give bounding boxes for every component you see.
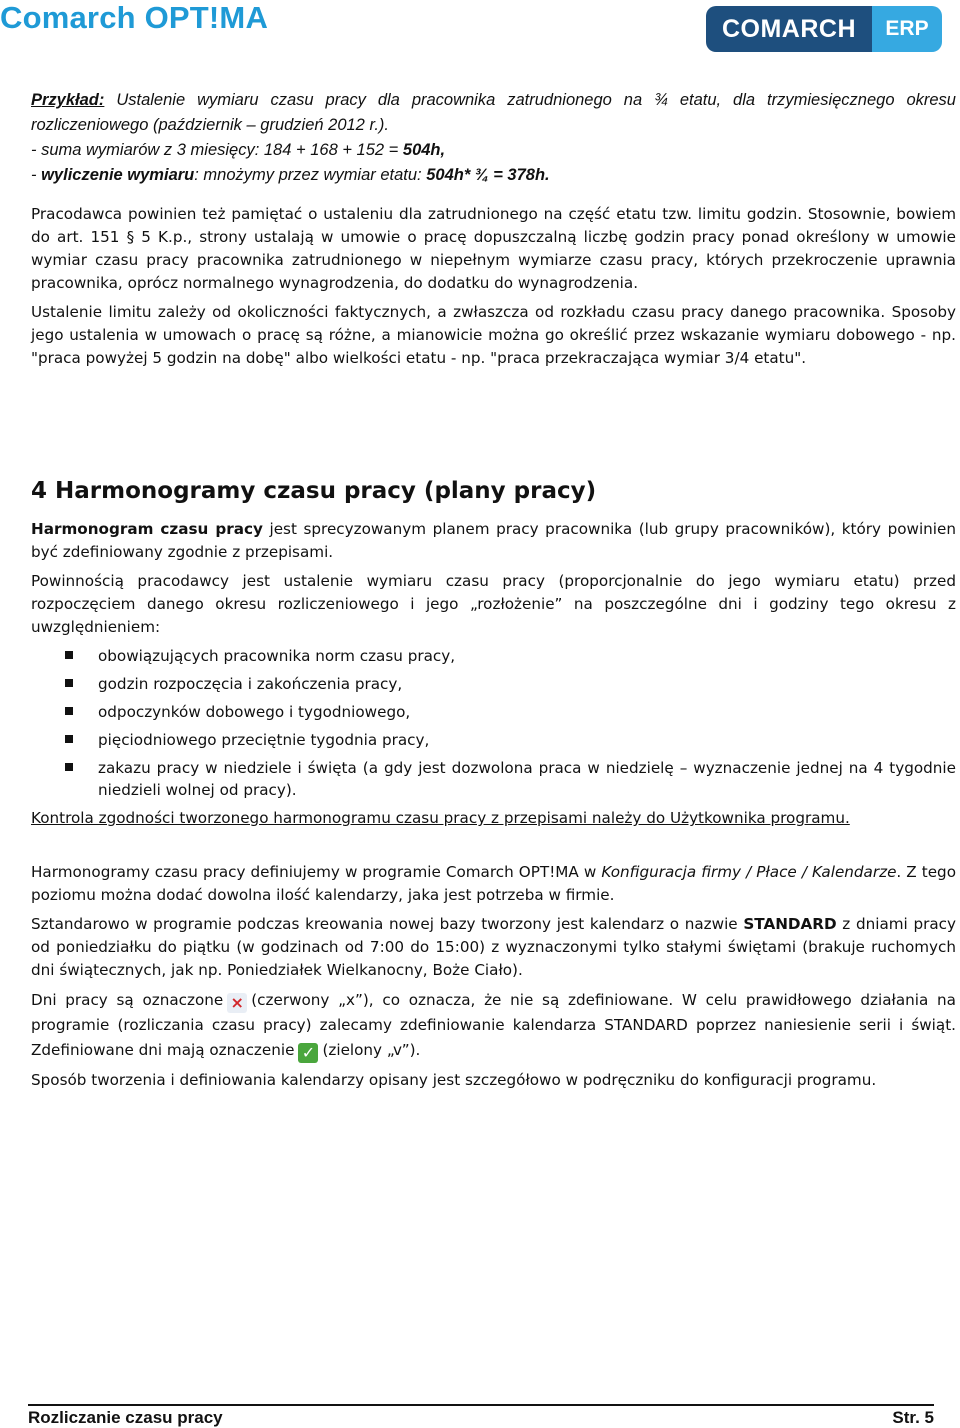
markers-text: Dni pracy są oznaczone xyxy=(31,991,224,1009)
standard-calendar-paragraph xyxy=(31,913,956,982)
manual-reference-paragraph: Sposób tworzenia i definiowania kalendarzy opisany jest szczegółowo w podręczniku do konfiguracji programu. xyxy=(31,1071,877,1089)
page-footer xyxy=(28,1404,934,1428)
footer-title: Rozliczanie czasu pracy xyxy=(28,1408,223,1427)
calendars-paragraph xyxy=(31,861,956,907)
comarch-erp-logo xyxy=(706,6,942,52)
limit-paragraph: Pracodawca powinien też pamiętać o ustaleniu dla zatrudnionego na część etatu tzw. limitu godzin. Stosownie, bowiem do art. 151 § 5 K.p., strony ustalają w umowie o pracę dopuszczalną liczbę godzin pracy ponad określony w umowie wymiar czasu pracy pracownika zatrudnionego w niepełnym wymiarze czasu pracy, których przekroczenie uprawnia pracownika, oprócz normalnego wynagrodzenia, do dodatku do wynagrodzenia. xyxy=(31,205,956,292)
list-item xyxy=(31,673,956,695)
example-paragraph xyxy=(31,88,956,138)
section-heading: 4 Harmonogramy czasu pracy (plany pracy) xyxy=(31,478,597,504)
bullet-square-icon xyxy=(65,679,73,687)
example-sum-text: - suma wymiarów z 3 miesięcy: 184 + 168 + 152 = xyxy=(31,141,403,159)
example-line1: Ustalenie wymiaru czasu pracy dla pracownika zatrudnionego na ¾ etatu, dla trzymiesięcznego okresu rozliczeniowego (październik – grudzień 2012 r.). xyxy=(31,91,956,134)
example-calc-text: : mnożymy przez wymiar etatu: xyxy=(194,166,427,184)
list-item-text: zakazu pracy w niedziele i święta (a gdy jest dozwolona praca w niedzielę – wyznaczenie jednej na 4 tygodnie niedzieli wolnej od pracy). xyxy=(98,759,956,799)
example-calc-result: 504h* ¾ = 378h. xyxy=(426,166,550,184)
control-note: Kontrola zgodności tworzonego harmonogramu czasu pracy z przepisami należy do Użytkownika programu. xyxy=(31,809,850,827)
example-calc-label: wyliczenie wymiaru xyxy=(41,166,195,184)
intro-block xyxy=(31,88,956,376)
example-sum-line xyxy=(31,138,956,163)
document-header-title: Comarch OPT!MA xyxy=(0,0,269,35)
markers-text-mid: (czerwony „x”), co oznacza, że nie są zdefiniowane. W celu prawidłowego działania na programie (rozliczania czasu pracy) zalecamy zdefiniowanie kalendarza STANDARD poprzez naniesienie serii i świąt. Zdefiniowane dni mają oznaczenie xyxy=(31,991,956,1059)
bullet-square-icon xyxy=(65,735,73,743)
schedule-definition xyxy=(31,518,956,564)
example-calc-dash: - xyxy=(31,166,42,184)
example-label: Przykład: xyxy=(31,91,105,109)
limit-detail-paragraph: Ustalenie limitu zależy od okoliczności faktycznych, a zwłaszcza od rozkładu czasu pracy danego pracownika. Sposoby jego ustalenia w umowach o pracę są różne, a mianowicie można go określić przez wskazanie wymiaru dobowego - np. "praca powyżej 5 godzin na dobę" albo wielkości etatu - np. "praca przekraczająca wymiar 3/4 etatu". xyxy=(31,303,956,367)
list-item-text: obowiązujących pracownika norm czasu pracy, xyxy=(98,647,456,665)
page-number: Str. 5 xyxy=(892,1408,934,1427)
schedule-definition-text: jest sprecyzowanym planem pracy pracownika (lub grupy pracowników), który powinien być zdefiniowany zgodnie z przepisami. xyxy=(31,520,956,561)
section-body xyxy=(31,518,956,1098)
red-x-icon: × xyxy=(227,993,247,1013)
example-calc-line xyxy=(31,163,956,188)
employer-duty-paragraph: Powinnością pracodawcy jest ustalenie wymiaru czasu pracy (proporcjonalnie do jego wymiaru etatu) przed rozpoczęciem danego okresu rozliczeniowego i jego „rozłożenie” na poszczególne dni i godziny tego okresu z uwzględnieniem: xyxy=(31,572,956,636)
bullet-square-icon xyxy=(65,763,73,771)
calendars-text-end: . Z tego poziomu można dodać dowolna ilość kalendarzy, jaka jest potrzeba w firmie. xyxy=(31,863,956,904)
green-check-icon: ✓ xyxy=(298,1043,318,1063)
calendars-text: Harmonogramy czasu pracy definiujemy w programie Comarch OPT!MA w xyxy=(31,863,602,881)
standard-text: Sztandarowo w programie podczas kreowania nowej bazy tworzony jest kalendarz o nazwie xyxy=(31,915,744,933)
list-item-text: godzin rozpoczęcia i zakończenia pracy, xyxy=(98,675,403,693)
list-item xyxy=(31,729,956,751)
bullet-square-icon xyxy=(65,651,73,659)
day-markers-paragraph xyxy=(31,988,956,1063)
list-item-text: pięciodniowego przeciętnie tygodnia pracy, xyxy=(98,731,430,749)
logo-erp-text: ERP xyxy=(872,6,942,52)
menu-path: Konfiguracja firmy / Płace / Kalendarze xyxy=(601,863,897,881)
bullet-square-icon xyxy=(65,707,73,715)
list-item xyxy=(31,645,956,667)
example-sum-result: 504h, xyxy=(402,141,446,159)
list-item xyxy=(31,701,956,723)
requirements-list xyxy=(31,645,956,801)
markers-text-end: (zielony „v”). xyxy=(322,1041,421,1059)
list-item xyxy=(31,757,956,801)
list-item-text: odpoczynków dobowego i tygodniowego, xyxy=(98,703,411,721)
schedule-term: Harmonogram czasu pracy xyxy=(31,520,263,538)
standard-text-end: z dniami pracy od poniedziałku do piątku (w godzinach od 7:00 do 15:00) z wyznaczonymi tylko stałymi świętami (brakuje ruchomych dni świątecznych, jak np. Poniedziałek Wielkanocny, Boże Ciało). xyxy=(31,915,957,979)
logo-comarch-text: COMARCH xyxy=(706,6,872,52)
standard-name: STANDARD xyxy=(743,915,837,933)
